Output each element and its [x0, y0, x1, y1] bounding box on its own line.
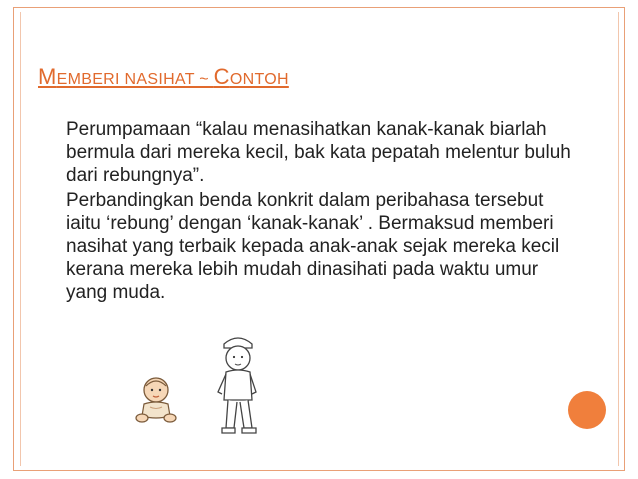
title-part: C: [213, 64, 230, 89]
decorative-orange-circle: [568, 391, 606, 429]
bullet-text: Perumpamaan “kalau menasihatkan kanak-kanak biarlah bermula dari mereka kecil, bak kata pepatah melentur buluh dari rebungnya”.: [66, 119, 571, 186]
bullet-text: Perbandingkan benda konkrit dalam peribahasa tersebut iaitu ‘rebung’ dengan ‘kanak-kanak’ . Bermaksud memberi nasihat yang terbaik kepada anak-anak sejak mereka kecil kerana mereka lebih mudah dinasihati pada waktu umur yang muda.: [66, 190, 560, 303]
frame-left-line: [20, 12, 21, 466]
bullet-marker-icon: [40, 191, 58, 209]
title-part: M: [38, 64, 57, 89]
title-part: ~: [194, 71, 214, 88]
title-part: ONTOH: [229, 71, 289, 88]
frame-right-line: [618, 12, 619, 466]
bullet-item: [38, 118, 578, 187]
sitting-baby-icon: [130, 374, 182, 426]
bullet-item: [38, 189, 578, 304]
bullet-marker-icon: [40, 120, 58, 138]
slide-title: [38, 64, 289, 90]
title-part: EMBERI NASIHAT: [56, 71, 195, 88]
bullet-list: [38, 118, 578, 304]
walking-child-icon: [204, 334, 274, 444]
illustration-group: [118, 332, 328, 452]
